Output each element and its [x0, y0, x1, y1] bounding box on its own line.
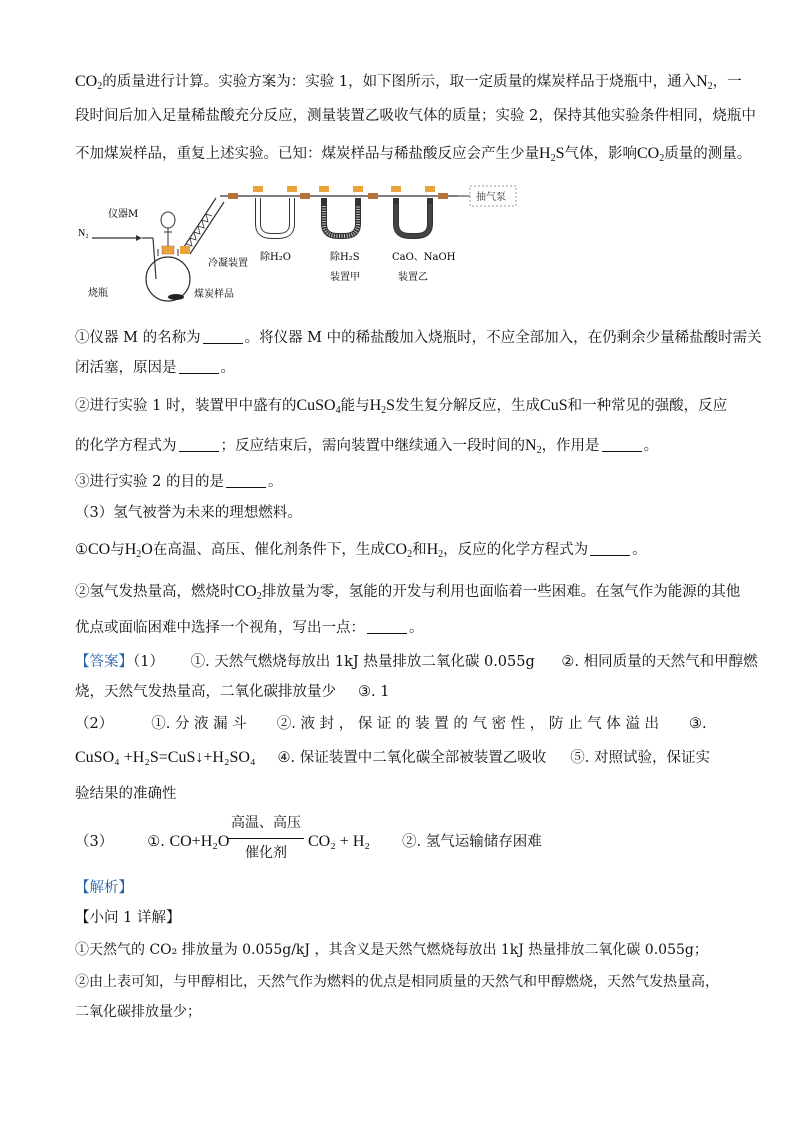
q2-item1-line2: 闭活塞，原因是 。	[75, 360, 235, 376]
analysis-tag: 【解析】	[75, 880, 133, 896]
coal-sample-label: 煤炭样品	[194, 289, 234, 300]
q3-item2-line1: ②氢气发热量高，燃烧时$CO_2$排放量为零，氢能的开发与利用也面临着一些困难。在氢气作为能源的其他	[75, 583, 741, 602]
instrument-m-label: 仪器M	[108, 209, 139, 220]
answer-line-5: 验结果的准确性	[75, 786, 177, 802]
answer-blank[interactable]	[203, 329, 243, 344]
experiment-apparatus-figure	[78, 184, 528, 304]
eq-condition-top: 高温、高压	[231, 815, 301, 831]
answer-blank[interactable]	[179, 437, 219, 452]
intro-line-3: 不加煤炭样品，重复上述实验。已知：煤炭样品与稀盐酸反应会产生少量$H_2S$气体，影响$CO_2$质量的测量。	[75, 145, 752, 164]
q3-item1: ①CO与$H_2O$在高温、高压、催化剂条件下，生成$CO_2$和$H_2$，反应的化学方程式为 。	[75, 541, 647, 560]
device-b-label: 装置乙	[398, 272, 428, 283]
analysis-line-1: ①天然气的 CO₂ 排放量为 0.055g/kJ ，其含义是天然气燃烧每放出 1kJ 热量排放二氧化碳 0.055g；	[75, 942, 708, 958]
n2-formula: $N_2$	[696, 73, 713, 92]
eq-condition-bottom: 催化剂	[245, 845, 287, 861]
intro-line-1: $CO_2$的质量进行计算。实验方案为：实验 1，如下图所示，取一定质量的煤炭样品于烧瓶中，通入$N_2$，一	[75, 73, 742, 92]
remove-h2s-label: 除H₂S	[330, 252, 360, 263]
eq-bar	[228, 838, 304, 839]
q2-item2-line2: 的化学方程式为 ；反应结束后，需向装置中继续通入一段时间的$N_2$，作用是 。	[75, 437, 659, 456]
answer-blank[interactable]	[590, 541, 630, 556]
device-a-label: 装置甲	[330, 272, 360, 283]
answer-line-2: 烧，天然气发热量高，二氧化碳排放量少 ③. 1	[75, 684, 390, 700]
answer-line-6: （3） ①. CO+H₂O	[75, 833, 230, 850]
analysis-line-3: 二氧化碳排放量少；	[75, 1004, 201, 1020]
analysis-sub1: 【小问 1 详解】	[75, 910, 181, 926]
answer-line-3: （2） ①. 分 液 漏 斗 ②. 液 封 ， 保 证 的 装 置 的 气 密 性 ， 防 止 气 体 溢 出 ③.	[75, 716, 707, 732]
pump-label: 抽气泵	[476, 192, 506, 203]
q2-item2-line1: ②进行实验 1 时，装置甲中盛有的CuSO$_4$能与$H_2S$发生复分解反应，生成CuS和一种常见的强酸，反应	[75, 397, 728, 416]
answer-blank[interactable]	[226, 473, 266, 488]
answer-tag: 【答案】	[75, 654, 133, 670]
condenser-label: 冷凝装置	[208, 258, 248, 269]
q3-heading: （3）氢气被誉为未来的理想燃料。	[75, 505, 302, 521]
answer-blank[interactable]	[602, 437, 642, 452]
co2-formula: $CO_2$	[75, 73, 103, 92]
answer-line-1: 【答案】（1） ①. 天然气燃烧每放出 1kJ 热量排放二氧化碳 0.055g ②. 相同质量的天然气和甲醇燃	[75, 654, 758, 670]
answer-line-4: CuSO₄ +H₂S=CuS↓+H₂SO₄ ④. 保证装置中二氧化碳全部被装置乙吸收 ⑤. 对照试验，保证实	[75, 749, 710, 766]
answer-blank[interactable]	[367, 619, 407, 634]
remove-h2o-label: 除H₂O	[260, 252, 291, 263]
answer-blank[interactable]	[179, 359, 219, 374]
cao-naoh-label: CaO、NaOH	[392, 252, 456, 263]
q3-item2-line2: 优点或面临困难中选择一个视角，写出一点： 。	[75, 620, 424, 636]
eq-right-side: CO₂ + H₂	[308, 833, 370, 850]
flask-label: 烧瓶	[88, 288, 108, 299]
q2-item3: ③进行实验 2 的目的是 。	[75, 474, 283, 490]
analysis-line-2: ②由上表可知，与甲醇相比，天然气作为燃料的优点是相同质量的天然气和甲醇燃烧，天然气发热量高，	[75, 974, 719, 990]
q2-item1-line1: ①仪器 M 的名称为 。将仪器 M 中的稀盐酸加入烧瓶时，不应全部加入，在仍剩余少量稀盐酸时需关	[75, 330, 762, 346]
n2-inlet-label: N₂	[78, 228, 89, 239]
answer-p3-b: ②. 氢气运输储存困难	[402, 834, 542, 850]
intro-line-2: 段时间后加入足量稀盐酸充分反应，测量装置乙吸收气体的质量；实验 2，保持其他实验条件相同，烧瓶中	[75, 108, 756, 124]
